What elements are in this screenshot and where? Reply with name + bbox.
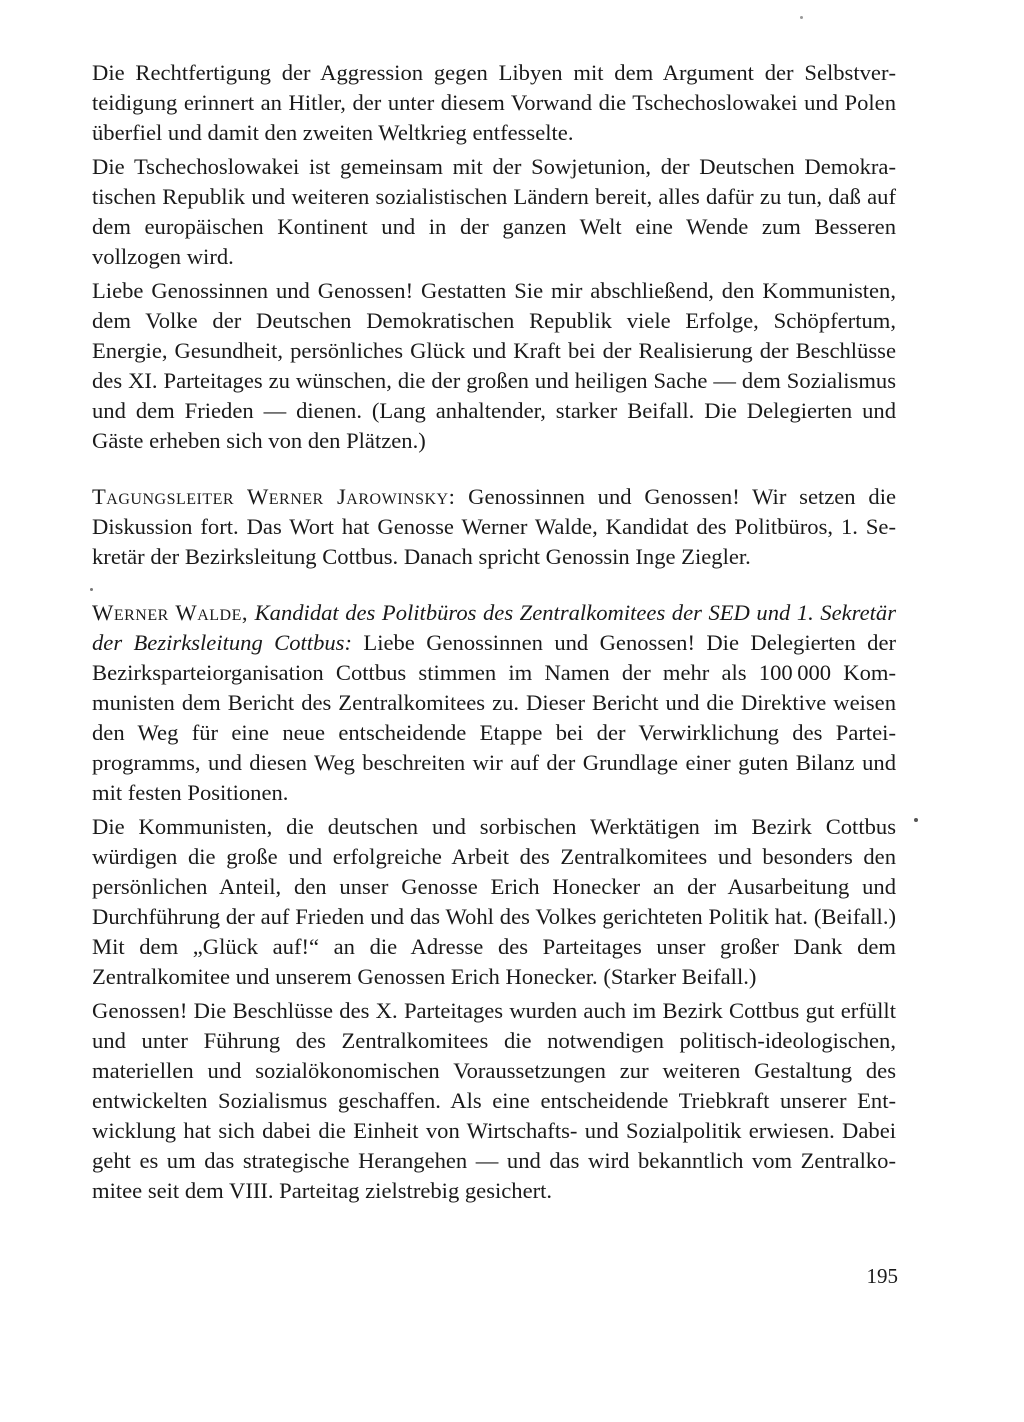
section-spacer [92,456,896,482]
speech-opening [92,598,896,808]
paragraph-closing-wishes: Liebe Genossinnen und Genossen! Gestatten Sie mir abschließend, den Kommunisten, dem Volke der Deutschen Demokratischen Republik viele Erfolge, Schöpfertum, Energie, Gesundheit, persönliches Glück und Kraft bei der Realisierung der Beschlüsse des XI. Parteitages zu wünschen, die der großen und heiligen Sache — dem Sozialismus und dem Frieden — dienen. (Lang anhaltender, starker Beifall. Die Delegierten und Gäste erheben sich von den Plätzen.) [92,278,896,453]
paragraph-resolutions: Genossen! Die Beschlüsse des X. Parteitages wurden auch im Bezirk Cottbus gut erfüllt und unter Führung des Zentralkomitees die notwendigen politisch-ideologischen, materiellen und sozialökonomischen Voraussetzungen zur weiteren Gestaltung des entwickelten Sozialismus geschaffen. Als eine entscheidende Triebkraft unserer Entwicklung hat sich dabei die Einheit von Wirtschafts- und Sozialpolitik erwiesen. Dabei geht es um das strategische Herangehen — und das wird bekanntlich vom Zentralkomitee seit dem VIII. Parteitag zielstrebig gesichert. [92,998,896,1203]
chair-speaker-name: Tagungsleiter Werner Jarowinsky: [92,484,456,509]
paragraph-acknowledgement: Die Kommunisten, die deutschen und sorbischen Werktätigen im Bezirk Cottbus würdigen die große und erfolgreiche Arbeit des Zentralkomitees und besonders den persönlichen Anteil, den unser Genosse Erich Honecker an der Ausarbeitung und Durchführung der auf Frieden und das Wohl des Volkes gerichteten Politik hat. (Beifall.) Mit dem „Glück auf!“ an die Adresse des Parteitages unser großer Dank dem Zentralkomitee und unserem Genossen Erich Honecker. (Starker Beifall.) [92,814,896,989]
scan-speck [800,16,803,19]
speech-speaker-name: Werner Walde, [92,600,249,625]
speech-opening-text: Liebe Genossinnen und Genossen! Die Delegierten der Bezirksparteiorganisation Cottbus stimmen im Namen der mehr als 100 000 Kommunisten dem Bericht des Zentralkomitees zu. Dieser Bericht und die Direktive weisen den Weg für eine neue entscheidende Etappe bei der Verwirklichung des Parteiprogramms, und diesen Weg beschreiten wir auf der Grundlage einer guten Bilanz und mit festen Positionen. [92,630,896,805]
scan-speck [914,818,918,822]
scan-speck [90,588,93,591]
chair-statement [92,482,896,572]
paragraph-libya: Die Rechtfertigung der Aggression gegen Libyen mit dem Argument der Selbstverteidigung erinnert an Hitler, der unter diesem Vorwand die Tschechoslowakei und Polen überfiel und damit den zweiten Weltkrieg entfesselte. [92,60,896,145]
chair-statement-text: Genossinnen und Genossen! Wir setzen die Diskussion fort. Das Wort hat Genosse Werner Walde, Kandidat des Politbüros, 1. Sekretär der Bezirksleitung Cottbus. Danach spricht Genossin Inge Ziegler. [92,484,896,569]
paragraph-czechoslovakia: Die Tschechoslowakei ist gemeinsam mit der Sowjetunion, der Deutschen Demokratischen Republik und weiteren sozialistischen Ländern bereit, alles dafür zu tun, daß auf dem europäischen Kontinent und in der ganzen Welt eine Wende zum Besseren vollzogen wird. [92,154,896,269]
speech-speaker-role: Kandidat des Politbüros des Zentralkomitees der SED und 1. Sekretär der Bezirksleitung Cottbus: [92,600,897,655]
section-spacer [92,572,896,598]
page-number: 195 [866,1264,898,1288]
document-page [92,58,896,1206]
